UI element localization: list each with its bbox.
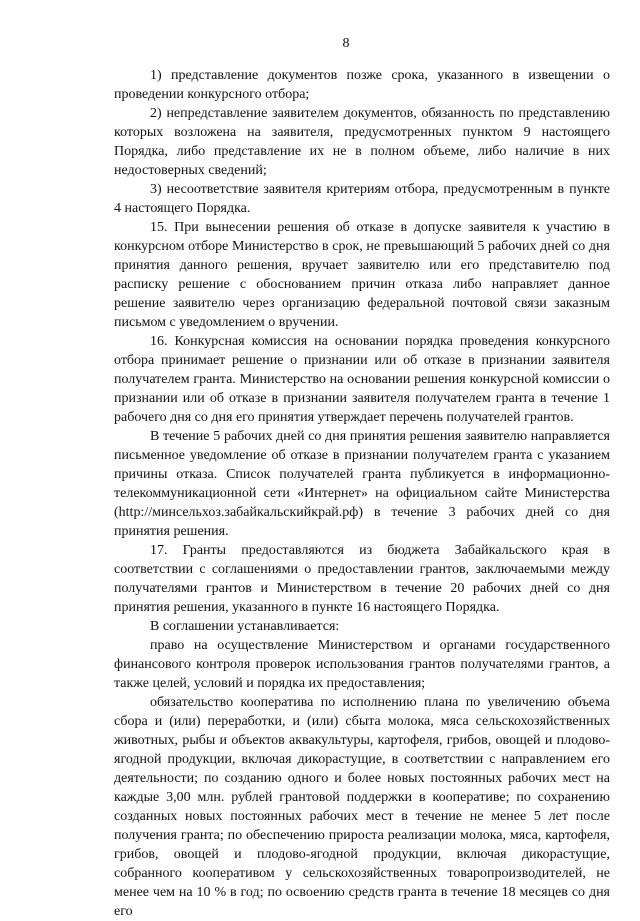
paragraph-notification: В течение 5 рабочих дней со дня принятия решения заявителю направляется письменное уведомление об отказе в признании получателем гранта с указанием причины отказа. Список получателей гранта публикуется в информационно-телекоммуникационной сети «Интернет» на официальном сайте Министерства (http://минсельхоз.забайкальскийкрай.рф) в течение 3 рабочих дней со дня принятия решения. [114,429,610,539]
paragraph-clause-17: 17. Гранты предоставляются из бюджета Забайкальского края в соответствии с соглашениями о предоставлении грантов, заключаемыми между получателями грантов и Министерством в течение 20 рабочих дней со дня принятия решения, указанного в пункте 16 настоящего Порядка. [114,543,610,615]
paragraph-item-1: 1) представление документов позже срока, указанного в извещении о проведении конкурсного отбора; [114,68,610,102]
paragraph-cooperative-obligation: обязательство кооператива по исполнению плана по увеличению объема сбора и (или) переработки, и (или) сбыта молока, мяса сельскохозяйственных животных, рыбы и объектов аквакультуры, картофеля, грибов, овощей и плодово-ягодной продукции, включая дикорастущие, в соответствии с направлением его деятельности; по созданию одного и более новых постоянных рабочих мест на каждые 3,00 млн. рублей грантовой поддержки в кооперативе; по сохранению созданных новых постоянных рабочих мест в течение не менее 5 лет после получения гранта; по обеспечению прироста реализации молока, мяса, картофеля, грибов, овощей и плодово-ягодной продукции, включая дикорастущие, собранного кооперативом у сельскохозяйственных товаропроизводителей, не менее чем на 10 % в год; по освоению средств гранта в течение 18 месяцев со дня его [114,695,610,919]
paragraph-agreement-intro: В соглашении устанавливается: [150,619,340,634]
paragraph-clause-15: 15. При вынесении решения об отказе в допуске заявителя к участию в конкурсном отборе Министерство в срок, не превышающий 5 рабочих дней со дня принятия данного решения, вручает заявителю или его представителю под расписку решение с обоснованием причин отказа либо направляет данное решение заявителю через организацию федеральной почтовой связи заказным письмом с уведомлением о вручении. [114,220,610,330]
paragraph-clause-16: 16. Конкурсная комиссия на основании порядка проведения конкурсного отбора принимает решение о признании или об отказе в признании заявителя получателем гранта. Министерство на основании решения конкурсной комиссии о признании или об отказе в признании заявителя получателем гранта в течение 1 рабочего дня со дня его принятия утверждает перечень получателей грантов. [114,334,610,425]
paragraph-item-3: 3) несоответствие заявителя критериям отбора, предусмотренным в пункте 4 настоящего Порядка. [114,182,610,216]
paragraph-item-2: 2) непредставление заявителем документов, обязанность по представлению которых возложена на заявителя, предусмотренных пунктом 9 настоящего Порядка, либо представление их не в полном объеме, либо наличие в них недостоверных сведений; [114,106,610,178]
page-number: 8 [342,36,350,51]
paragraph-audit-right: право на осуществление Министерством и органами государственного финансового контроля проверок использования грантов получателями грантов, а также целей, условий и порядка их предоставления; [114,638,610,691]
